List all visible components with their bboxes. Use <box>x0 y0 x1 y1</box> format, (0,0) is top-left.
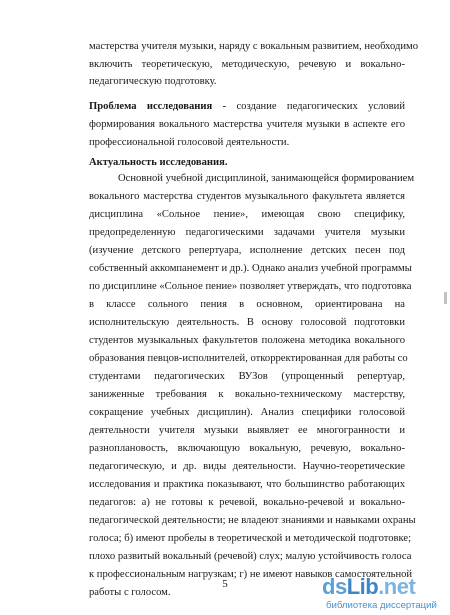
body-text-line: дисциплина «Сольное пение», имеющая свою специфику, <box>89 209 405 220</box>
scan-artifact <box>444 292 447 304</box>
problem-text: создание педагогических условий <box>236 101 406 112</box>
section-heading: Актуальность исследования. <box>89 157 228 168</box>
body-text-line: профессиональной голосовой деятельности. <box>89 137 290 148</box>
body-text-line: по дисциплине «Сольное пение» позволяет утверждать, что подготовка <box>89 281 412 292</box>
body-text-line: (изучение детского репертуара, исполнение детских песен под <box>89 245 405 256</box>
body-text-line: исполнительскую деятельность. В основу голосовой подготовки <box>89 317 405 328</box>
page-number: 5 <box>222 578 228 590</box>
dslib-watermark <box>322 572 448 614</box>
body-text-line: мастерства учителя музыки, наряду с вокальным развитием, необходимо <box>89 41 419 52</box>
paragraph-first-line: Основной учебной дисциплиной, занимающейся формированием <box>118 173 415 184</box>
body-text-line: в классе сольного пения в основном, ориентирована на <box>89 299 405 310</box>
body-text-line: заниженные требования к вокально-техническому мастерству, <box>89 389 405 400</box>
body-text-line: студентами педагогических ВУЗов (упрощенный репертуар, <box>89 371 405 382</box>
body-text-line: педагогов: а) не готовы к речевой, вокально-речевой и вокально- <box>89 497 405 508</box>
body-text-line: предопределенную педагогическими задачами учителя музыки <box>89 227 405 238</box>
body-text-line: педагогической деятельности; не владеют знаниями и навыками охраны <box>89 515 416 526</box>
body-text-line: педагогическую, и др. виды деятельности. Научно-теоретические <box>89 461 405 472</box>
body-text-line: к профессиональным нагрузкам; г) не имеют навыков самостоятельной <box>89 569 413 580</box>
problem-label: Проблема исследования <box>89 101 213 112</box>
problem-statement-line <box>89 100 405 114</box>
problem-dash: - <box>222 101 227 112</box>
body-text-line: исследования и практика показывают, что большинство работающих <box>89 479 405 490</box>
body-text-line: педагогическую подготовку. <box>89 76 217 87</box>
body-text-line: голоса; б) имеют пробелы в теоретической и методической подготовке; <box>89 533 412 544</box>
body-text-line: собственный аккомпанемент и др.). Однако анализ учебной программы <box>89 263 412 274</box>
dslib-logo: dsLib.net <box>322 574 416 599</box>
body-text-line: сокращение учебных дисциплин). Анализ специфики голосовой <box>89 407 405 418</box>
body-text-line: разноплановость, включающую вокальную, речевую, вокально- <box>89 443 405 454</box>
dslib-subtitle: библиотека диссертаций <box>326 600 437 611</box>
body-text-line: работы с голосом. <box>89 587 171 598</box>
body-text-line: формирования вокального мастерства учителя музыки в аспекте его <box>89 119 405 130</box>
body-text-line: плохо развитый вокальный (речевой) слух; малую устойчивость голоса <box>89 551 412 562</box>
body-text-line: деятельности учителя музыки выявляет ее многогранности и <box>89 425 405 436</box>
body-text-line: вокального мастерства студентов музыкального факультета является <box>89 191 405 202</box>
body-text-line: включить теоретическую, методическую, речевую и вокально- <box>89 59 405 70</box>
body-text-line: студентов музыкальных факультетов положена методика вокального <box>89 335 405 346</box>
body-text-line: образования певцов-исполнителей, откорректированная для работы со <box>89 353 408 364</box>
